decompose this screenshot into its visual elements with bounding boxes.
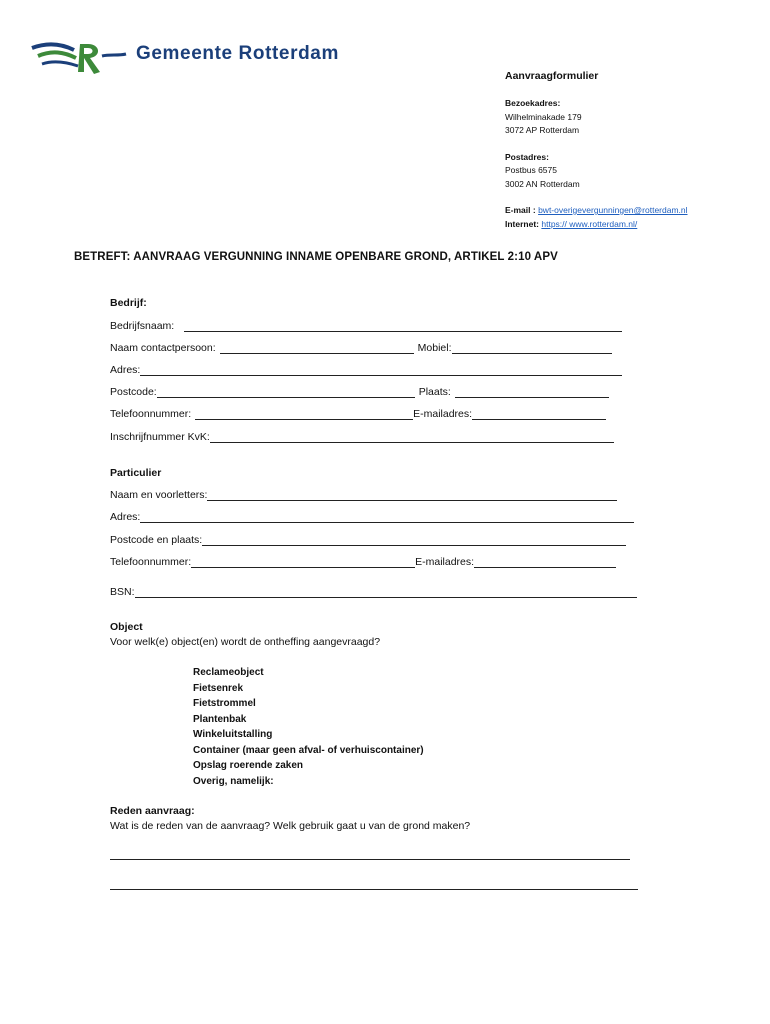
private-email-label: E-mailadres: [415, 556, 475, 568]
private-address-row [110, 511, 634, 523]
company-address-label: Adres: [110, 364, 141, 376]
company-address-field[interactable] [140, 364, 622, 376]
visit-street: Wilhelminakade 179 [505, 112, 582, 122]
email-link[interactable]: bwt-overigevergunningen@rotterdam.nl [538, 205, 688, 215]
company-place-field[interactable] [455, 386, 609, 398]
option-winkeluitstalling[interactable]: Winkeluitstalling [193, 729, 273, 740]
company-heading: Bedrijf: [110, 297, 147, 309]
visit-city: 3072 AP Rotterdam [505, 125, 580, 135]
private-email-field[interactable] [474, 556, 616, 568]
contact-field[interactable] [220, 342, 414, 354]
form-title: Aanvraagformulier [505, 70, 599, 82]
option-opslag[interactable]: Opslag roerende zaken [193, 760, 304, 771]
option-container[interactable]: Container (maar geen afval- of verhuiscontainer) [193, 745, 424, 756]
private-phone-field[interactable] [191, 556, 415, 568]
object-heading: Object [110, 621, 143, 633]
mobile-field[interactable] [452, 342, 612, 354]
option-reclameobject[interactable]: Reclameobject [193, 667, 264, 678]
company-phone-field[interactable] [195, 408, 413, 420]
private-address-field[interactable] [140, 511, 634, 523]
company-phone-row [110, 408, 606, 420]
company-email-field[interactable] [472, 408, 606, 420]
private-name-field[interactable] [207, 489, 617, 501]
company-postcode-row [110, 386, 609, 398]
option-fietstrommel[interactable]: Fietstrommel [193, 698, 256, 709]
internet-line [505, 219, 637, 229]
private-phone-label: Telefoonnummer: [110, 556, 192, 568]
postal-address-label: Postadres: [505, 152, 549, 162]
rotterdam-logo-mark [28, 38, 132, 83]
company-name-label: Bedrijfsnaam: [110, 320, 175, 332]
private-name-label: Naam en voorletters: [110, 489, 208, 501]
postal-box: Postbus 6575 [505, 165, 557, 175]
postal-city: 3002 AN Rotterdam [505, 179, 580, 189]
bsn-label: BSN: [110, 586, 135, 598]
reason-question: Wat is de reden van de aanvraag? Welk gebruik gaat u van de grond maken? [110, 820, 471, 832]
private-address-label: Adres: [110, 511, 141, 523]
contact-label: Naam contactpersoon: [110, 342, 216, 354]
private-postcode-field[interactable] [202, 534, 626, 546]
option-plantenbak[interactable]: Plantenbak [193, 714, 247, 725]
kvk-field[interactable] [210, 431, 614, 443]
company-address-row [110, 364, 622, 376]
bsn-field[interactable] [135, 586, 637, 598]
private-phone-row [110, 556, 616, 568]
internet-label: Internet: [505, 219, 539, 229]
reason-answer-line-1[interactable] [110, 858, 630, 860]
private-heading: Particulier [110, 467, 162, 479]
private-postcode-label: Postcode en plaats: [110, 534, 203, 546]
private-name-row [110, 489, 617, 501]
company-postcode-field[interactable] [157, 386, 415, 398]
internet-link[interactable]: https:// www.rotterdam.nl/ [541, 219, 638, 229]
company-place-label: Plaats: [418, 386, 451, 398]
email-label: E-mail : [505, 205, 536, 215]
mobile-label: Mobiel: [417, 342, 452, 354]
company-name-field[interactable] [184, 320, 622, 332]
organization-name: Gemeente Rotterdam [136, 43, 339, 64]
kvk-label: Inschrijfnummer KvK: [110, 431, 210, 443]
reason-answer-line-2[interactable] [110, 888, 638, 890]
company-name-row [110, 320, 622, 332]
contact-row [110, 342, 612, 354]
company-email-label: E-mailadres: [413, 408, 473, 420]
object-question: Voor welk(e) object(en) wordt de ontheffing aangevraagd? [110, 636, 381, 648]
private-postcode-row [110, 534, 626, 546]
kvk-row [110, 431, 614, 443]
reason-heading: Reden aanvraag: [110, 805, 195, 817]
company-postcode-label: Postcode: [110, 386, 157, 398]
company-phone-label: Telefoonnummer: [110, 408, 192, 420]
bsn-row [110, 586, 637, 598]
visit-address-label: Bezoekadres: [505, 98, 561, 108]
option-overig[interactable]: Overig, namelijk: [193, 776, 274, 787]
subject-heading: BETREFT: AANVRAAG VERGUNNING INNAME OPENBARE GROND, ARTIKEL 2:10 APV [74, 251, 558, 263]
option-fietsenrek[interactable]: Fietsenrek [193, 683, 244, 694]
email-line [505, 205, 688, 215]
